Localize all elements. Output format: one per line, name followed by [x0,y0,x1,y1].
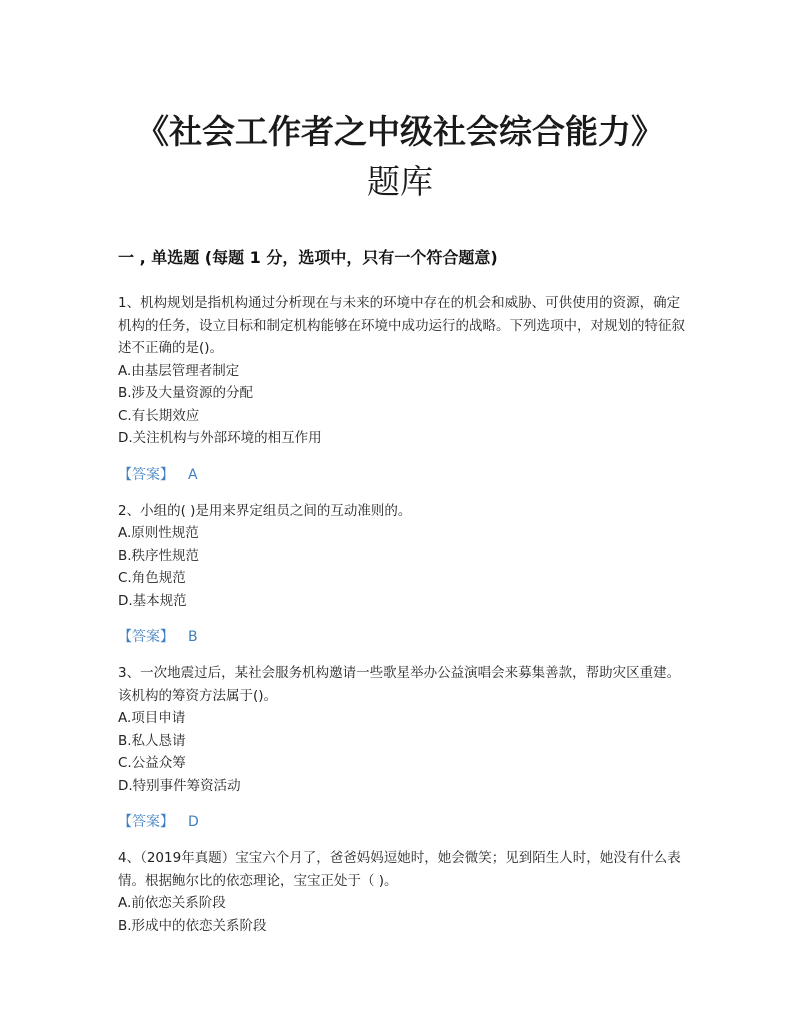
question-stem: 2、小组的( )是用来界定组员之间的互动准则的。 [118,502,412,519]
option-a: A.前依恋关系阶段 [118,895,226,911]
answer-line [118,811,688,833]
option-a: A.项目申请 [118,710,186,726]
question-list [118,292,688,937]
option-b: B.秩序性规范 [118,547,200,564]
answer-value: A [188,466,198,483]
answer-value: D [188,814,199,830]
document-title: 《社会工作者之中级社会综合能力》 [136,112,664,151]
option-d: D.基本规范 [118,592,187,609]
question-2 [118,500,688,649]
option-c: C.角色规范 [118,570,186,586]
option-d: D.关注机构与外部环境的相互作用 [118,430,322,446]
question-stem: 3、一次地震过后，某社会服务机构邀请一些歌星举办公益演唱会来募集善款，帮助灾区重建。该机构的筹资方法属于()。 [118,665,681,704]
question-stem: 4、（2019年真题）宝宝六个月了，爸爸妈妈逗她时，她会微笑；见到陌生人时，她没有什么表情。根据鲍尔比的依恋理论，宝宝正处于（ )。 [118,850,681,889]
question-1 [118,292,688,486]
answer-label: 【答案】 [118,814,174,830]
question-3 [118,662,688,833]
option-d: D.特别事件筹资活动 [118,777,241,794]
question-stem: 1、机构规划是指机构通过分析现在与未来的环境中存在的机会和威胁、可供使用的资源，确定机构的任务，设立目标和制定机构能够在环境中成功运行的战略。下列选项中，对规划的特征叙述不正确的是()。 [118,295,685,356]
option-a: A.由基层管理者制定 [118,362,240,379]
option-c: C.有长期效应 [118,407,200,424]
document-subtitle: 题库 [367,162,433,201]
option-b: B.形成中的依恋关系阶段 [118,917,267,934]
question-4 [118,847,688,937]
option-c: C.公益众筹 [118,755,186,771]
answer-line [118,626,688,648]
section-heading: 一 , 单选题 (每题 1 分，选项中，只有一个符合题意) [118,248,498,267]
option-b: B.涉及大量资源的分配 [118,385,254,401]
answer-label: 【答案】 [118,629,174,645]
answer-label: 【答案】 [118,466,174,483]
option-b: B.私人恳请 [118,732,186,749]
option-a: A.原则性规范 [118,525,199,541]
answer-value: B [188,629,198,645]
answer-line [118,464,688,486]
